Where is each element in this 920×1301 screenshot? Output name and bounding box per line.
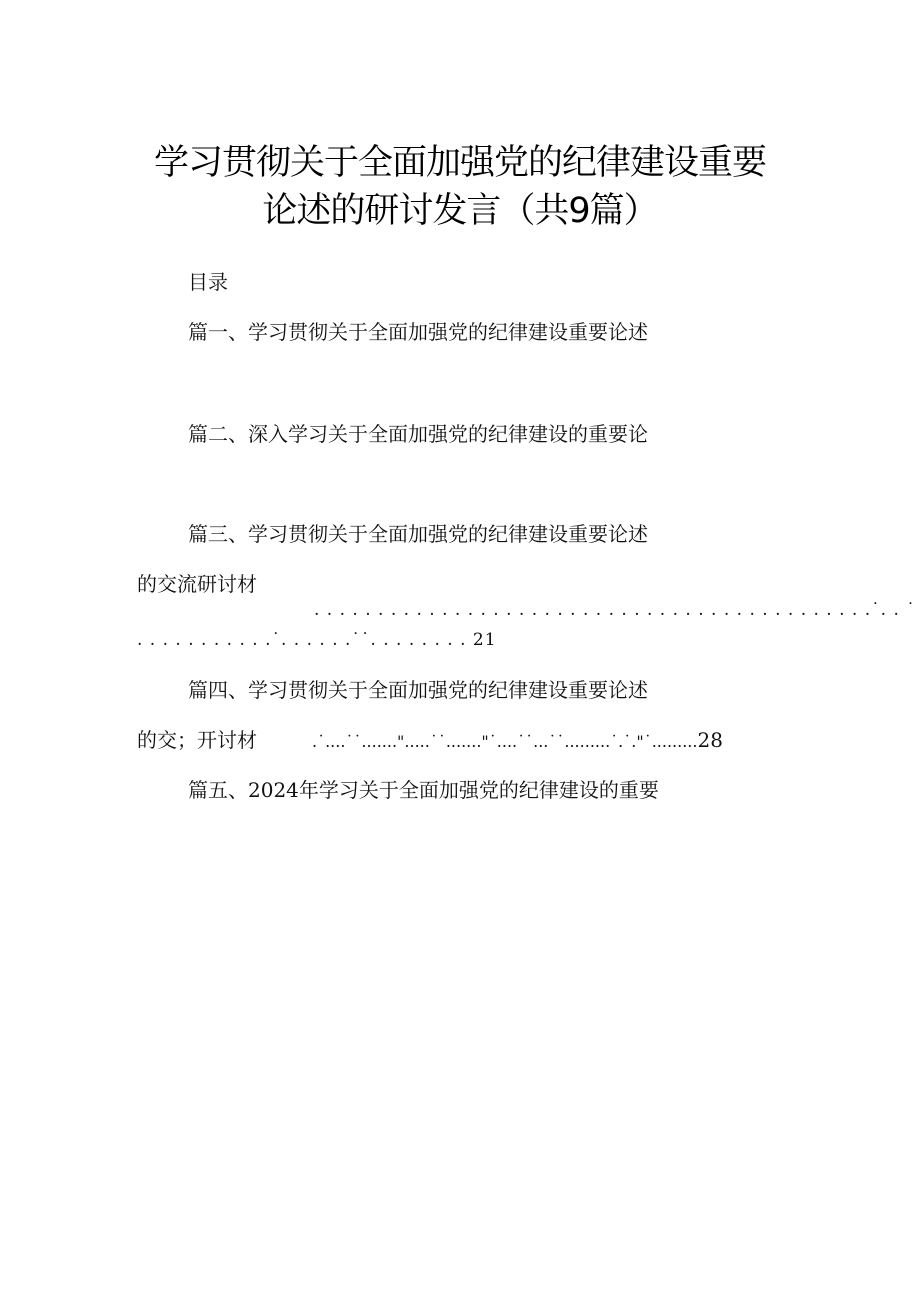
title-line-1: 学习贯彻关于全面加强党的纪律建设重要	[153, 143, 766, 183]
toc-entry-4-leader	[312, 726, 723, 756]
toc-heading: 目录	[188, 270, 228, 294]
toc-entry-3-leader-2	[137, 626, 497, 654]
toc-entry-3[interactable]: 篇三、学习贯彻关于全面加强党的纪律建设重要论述	[188, 522, 648, 546]
toc-entry-3-leader-1: . . . . . . . . . . . . . . . . . . . . . . . . . . . . . . . . . . . . . . . . . . . .˙. . ˙	[314, 600, 916, 620]
toc-entry-2[interactable]: 篇二、深入学习关于全面加强党的纪律建设的重要论	[188, 422, 648, 446]
toc-entry-3-continuation[interactable]: 的交流研讨材	[137, 572, 257, 596]
toc-entry-5[interactable]: 篇五、2024年学习关于全面加强党的纪律建设的重要	[188, 778, 659, 802]
toc-entry-3-leader-2-dots: . . . . . . . . . . .˙. . . . . .˙˙. . . . . . . .	[137, 630, 467, 650]
toc-entry-4-leader-dots: .˙....˙˙.......".....˙˙......."˙....˙˙...˙˙.........˙.˙."˙.........	[312, 732, 698, 751]
toc-entry-4[interactable]: 篇四、学习贯彻关于全面加强党的纪律建设重要论述	[188, 678, 648, 702]
title-line-2: 论述的研讨发言（共9篇）	[262, 191, 658, 231]
toc-entry-3-page-number[interactable]: 21	[472, 630, 497, 650]
toc-entry-4-continuation[interactable]: 的交；开讨材	[137, 728, 257, 752]
toc-entry-1[interactable]: 篇一、学习贯彻关于全面加强党的纪律建设重要论述	[188, 320, 648, 344]
toc-entry-4-page-number[interactable]: 28	[697, 728, 723, 752]
